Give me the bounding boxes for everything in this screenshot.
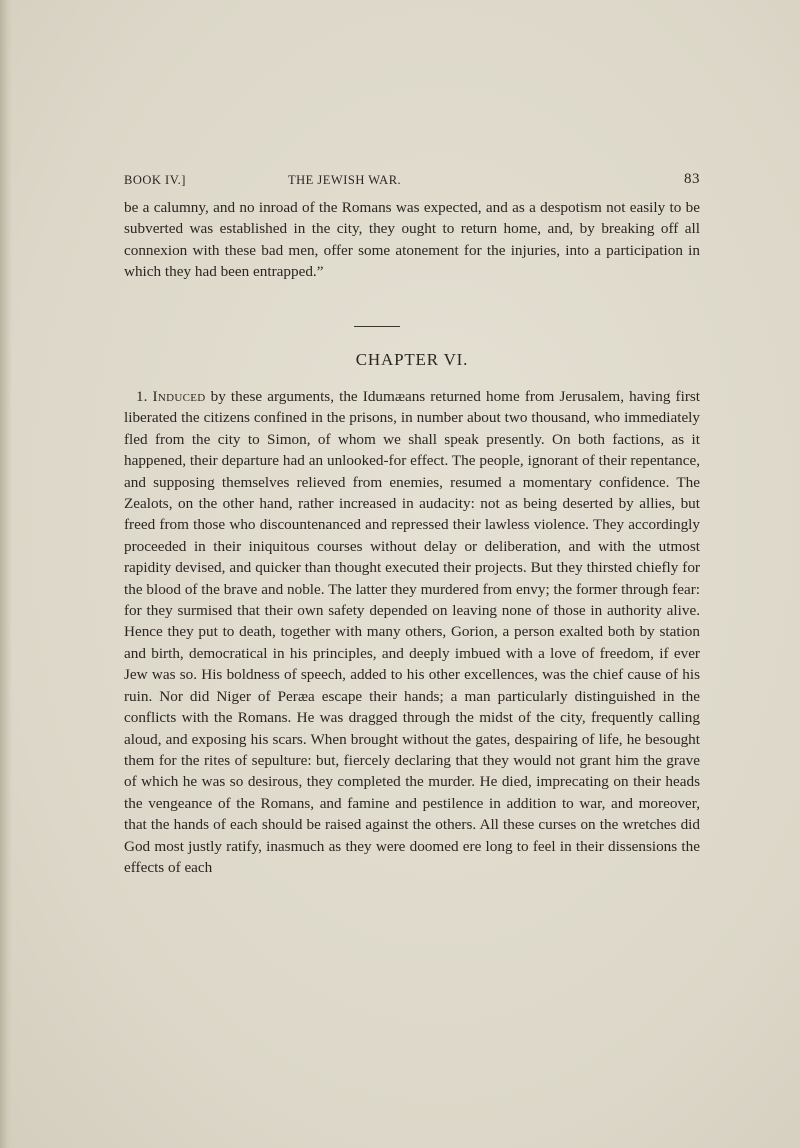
page-gutter-edge [0,0,12,1148]
chapter-body-block [124,386,700,878]
continuation-paragraph: be a calumny, and no inroad of the Romans was expected, and as a despotism not easily to be subverted was established in the city, they ought to return home, and, by breaking off all connexion with these bad men, offer some atonement for the injuries, into a participation in which they had been entrapped.” [124,199,700,281]
chapter-paragraph-text: by these arguments, the Idumæans returned home from Jerusalem, having first liberated the citizens confined in the prisons, in number about two thousand, who immediately fled from the city to Simon, of whom we shall speak presently. On both factions, as it happened, their departure had an unlooked-for effect. The people, ignorant of their repentance, and supposing themselves relieved from enemies, resumed a momentary confidence. The Zealots, on the other hand, rather increased in audacity: not as being deserted by allies, but freed from those who discountenanced and repressed their lawless violence. They accordingly proceeded in their iniquitous courses without delay or deliberation, and with the utmost rapidity devised, and quicker than thought executed their projects. But they thirsted chiefly for the blood of the brave and noble. The latter they murdered from envy; the former through fear: for they surmised that their own safety depended on leaving none of those in authority alive. Hence they put to death, together with many others, Gorion, a person exalted both by station and birth, democratical in his principles, and deeply imbued with a love of freedom, if ever Jew was so. His boldness of speech, added to his other excellences, was the chief cause of his ruin. Nor did Niger of Peræa escape their hands; a man particularly distinguished in the conflicts with the Romans. He was dragged through the midst of the city, frequently calling aloud, and exposing his scars. When brought without the gates, despairing of life, he besought them for the rites of sepulture: but, fiercely declaring that they would not grant him the grave of which he was so desirous, they completed the murder. He died, imprecating on their heads the vengeance of the Romans, and famine and pestilence in addition to war, and moreover, that the hands of each should be raised against the others. All these curses on the wretches did God most justly ratify, inasmuch as they were doomed ere long to feel in their dissensions the effects of each [124,388,701,876]
lead-in-word: Induced [152,388,206,405]
chapter-paragraph [124,386,700,878]
running-head [124,173,700,193]
running-head-book: BOOK IV.] [124,173,186,187]
running-head-title: THE JEWISH WAR. [288,173,402,187]
page-number: 83 [684,171,700,187]
chapter-title: CHAPTER VI. [355,350,469,369]
continuation-text-block [124,197,700,283]
section-divider-rule [354,326,400,327]
section-number: 1. [136,388,148,405]
